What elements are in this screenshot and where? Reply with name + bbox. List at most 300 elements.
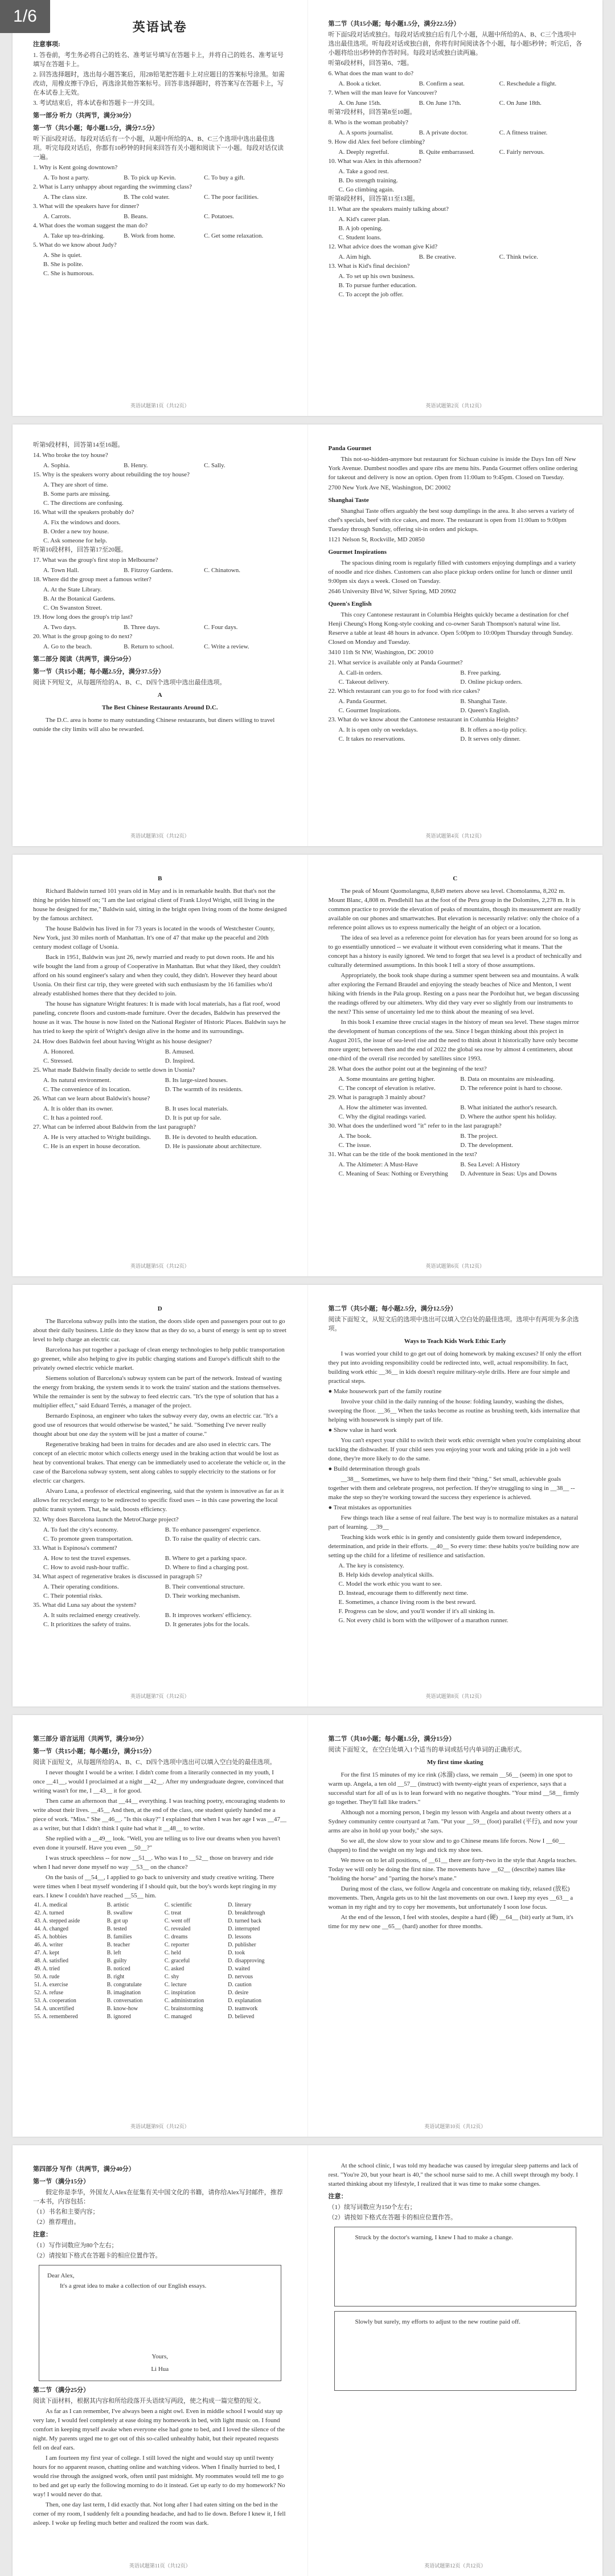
cloze-row [33, 1989, 287, 1997]
answer-option: A. It suits reclaimed energy creatively. [43, 1612, 140, 1619]
answer-option: B. Some parts are missing. [43, 491, 110, 497]
answer-option: C. To accept the job offer. [338, 291, 404, 298]
answer-option: A. Panda Gourmet. [338, 698, 387, 705]
cloze-option: 53. A. cooperation [34, 1998, 76, 2004]
cloze-option: D. teamwork [228, 2006, 258, 2012]
cloze-row [33, 2005, 287, 2013]
question-text: （1）书名和主要内容； [33, 2208, 99, 2215]
paragraph: The peak of Mount Quomolangma, 8,849 meters above sea level. Chomolanma, 8,202 m. Mount Blanc, 4,808 m. Pendlehill has at the foot of the Peru group in the Dolomites, 2,278 m. It is common practice to provide the elevation of peaks of mountains, though its measurement are readily available on our phones and smartwatches. But elevation is necessarily relative: only the choice of a reference point allows us to express numerically the height of an object or a location. [328, 888, 581, 931]
paragraph: Appropriately, the book took shape during a summer spent between sea and mountains. A walk after exploring the Fernand Braudel and enjoying the steady beaches of Nice and Menton, I went hiking with friends in the Pala group. Resting on a pass near the Pordoihut hut, we began discussing the readings offered by our altimeters. Why did they vary ever so slightly from our instruments to the next? This sense of uncertainty led me to think about the meaning of sea level. [328, 972, 579, 1015]
question-text: 28. What does the author point out at the beginning of the text? [328, 1065, 487, 1072]
answer-options [33, 173, 287, 182]
question-text: 8. Who is the woman probably? [328, 119, 408, 126]
question-text: 3. 考试结束后，将本试卷和答题卡一并交回。 [33, 100, 158, 107]
question-text: 阅读下面材料，根据其内容和所给段落开头语续写两段，使之构成一篇完整的短文。 [33, 2398, 265, 2404]
cloze-option: 48. A. satisfied [34, 1958, 68, 1964]
section-heading: Panda Gourmet [328, 445, 371, 452]
answer-option: F. Progress can be slow, and you'll wonder if it's all sinking in. [338, 1608, 495, 1615]
paragraph: Bernardo Espinosa, an engineer who takes the subway every day, owns an electric car. "It's a good use of resources that would otherwise be wasted," he said. "Something I've never really thought about but one day the system will be just a matter of course." [33, 1412, 278, 1438]
answer-option: C. The directions are confusing. [43, 500, 124, 507]
cloze-option: B. swallow [106, 1910, 133, 1916]
question-text: 阅读下列短文，从每题所给的A、B、C、D四个选项中选出最佳选项。 [33, 679, 226, 686]
answer-option: C. Potatoes. [204, 213, 234, 220]
question-text: 3410 11th St NW, Washington, DC 20010 [328, 649, 433, 656]
answer-options [329, 272, 583, 299]
paragraph: The house Baldwin has lived in for 73 years is located in the woods of Westchester County, New York, just 30 miles north of Manhattan. It's one of 47 that make up the peaceful and 20th century modest collage of Usonia. [33, 925, 275, 950]
question-text: （1）续写词数应为150个左右； [328, 2204, 416, 2211]
question-text: 29. What is paragraph 3 mainly about? [328, 1094, 426, 1101]
answer-option: A. Aim high. [338, 254, 371, 260]
question-text: ● Show value in hard work [328, 1427, 397, 1434]
cloze-option: B. know-how [106, 2006, 138, 2012]
letter-salutation: Dear Alex, [47, 2272, 75, 2279]
answer-options [329, 1075, 583, 1093]
answer-option: B. Data on mountains are misleading. [460, 1076, 555, 1083]
question-text: 听第7段材料，回答第8至10题。 [328, 109, 416, 116]
page-indicator: 1/6 [0, 0, 50, 33]
paragraph: The Barcelona subway pulls into the station, the doors slide open and passengers pour out to go about their daily business. Little do they know that as they do so, a burst of energy is sent up to street level to help charge an electric car. [33, 1318, 286, 1343]
answer-option: A. How the altimeter was invented. [338, 1104, 428, 1111]
answer-option: B. Amused. [165, 1048, 195, 1055]
paragraph: The spacious dining room is regularly filled with customers enjoying dumplings and a variety of noodle and rice dishes. Customers can also place pickup orders online for lunch or dinner until 9:00pm six days a week. Closed on Tuesday. [328, 560, 576, 585]
answer-option: C. He is an expert in house decoration. [43, 1143, 141, 1150]
page-footer: 英语试题第3页（共12页） [130, 833, 190, 839]
question-text: 2646 University Blvd W, Silver Spring, MD 20902 [328, 588, 457, 595]
paragraph: Shanghai Taste offers arguably the best soup dumplings in the area. It also serves a variety of chef's specials, beef with rice cakes, and more. The restaurant is open from 11:00am to 9:00pm Tuesday through Sunday, offering sit-in orders and pickups. [328, 508, 574, 533]
answer-option: A. Fix the windows and doors. [43, 519, 121, 526]
answer-option: A. Sophia. [43, 462, 70, 469]
section-heading: Gourmet Inspirations [328, 549, 387, 556]
cloze-option: B. teacher [106, 1942, 130, 1948]
answer-option: A. Book a ticket. [338, 80, 382, 87]
answer-option: C. Stressed. [43, 1058, 73, 1064]
answer-options [329, 697, 583, 715]
page-column [13, 0, 308, 416]
answer-options [33, 480, 287, 508]
answer-option: B. It uses local materials. [165, 1105, 228, 1112]
answer-option: B. What initiated the author's research. [460, 1104, 557, 1111]
cloze-option: C. lecture [164, 1982, 187, 1988]
question-text: 4. What does the woman suggest the man do? [33, 222, 148, 229]
answer-option: D. It generates jobs for the locals. [165, 1621, 250, 1628]
cloze-option: D. believed [228, 2014, 255, 2020]
cloze-option: D. publisher [228, 1942, 256, 1948]
letter-closing: Yours, [151, 2353, 169, 2360]
answer-option: C. The concept of elevation is relative. [338, 1085, 436, 1092]
cloze-row [33, 1901, 287, 1909]
answer-option: D. It serves only dinner. [460, 736, 520, 742]
section-heading: 第二节（共5小题；每小题2.5分，满分12.5分） [328, 1305, 457, 1312]
answer-option: C. Reschedule a flight. [499, 80, 557, 87]
cloze-row [33, 1957, 287, 1965]
passage-title: Ways to Teach Kids Work Ethic Early [404, 1338, 506, 1345]
cloze-option: D. desire [228, 1990, 249, 1996]
answer-option: C. Sally. [204, 462, 226, 469]
answer-option: B. It improves workers' efficiency. [165, 1612, 252, 1619]
answer-option: B. Fitzroy Gardens. [124, 567, 173, 574]
question-text: （2）推荐理由。 [33, 2219, 80, 2226]
question-text: 18. Where did the group meet a famous writer? [33, 576, 151, 583]
cloze-option: D. took [228, 1950, 245, 1956]
cloze-option: D. explanation [228, 1998, 261, 2004]
answer-options [33, 1582, 287, 1601]
answer-option: C. She is humorous. [43, 270, 94, 277]
answer-option: B. Work from home. [124, 232, 175, 239]
paragraph: This not-so-hidden-anymore but restaurant for Sichuan cuisine is inside the Days Inn off New York Avenue. Dumbest noodles and spare ribs are menu hits. Panda Gourmet offers online ordering for takeout and delivery is now an option. Open from 11:00am to 9:45pm. Closed on Tuesday. [328, 456, 578, 481]
answer-option: C. Why the digital readings varied. [338, 1113, 427, 1120]
answer-option: C. The convenience of its location. [43, 1086, 131, 1093]
answer-option: C. Meaning of Seas: Nothing or Everything [338, 1170, 448, 1177]
passage-title: The Best Chinese Restaurants Around D.C. [101, 704, 218, 711]
answer-option: D. To raise the quality of electric cars. [165, 1536, 261, 1542]
answer-options [33, 231, 287, 240]
question-text: 11. What are the speakers mainly talking about? [328, 206, 449, 213]
paragraph: Involve your child in the daily running of the house: folding laundry, washing the dishes, sweeping the floor. __36__ When the tasks become as routine as brushing teeth, kids internalize that helping with housework is simply part of life. [328, 1398, 580, 1423]
answer-options [33, 461, 287, 470]
page-footer: 英语试题第4页（共12页） [425, 833, 485, 839]
answer-option: A. He is very attached to Wright buildings. [43, 1134, 151, 1141]
answer-options [33, 1104, 287, 1122]
cloze-option: B. artistic [106, 1902, 129, 1908]
question-text: 21. What service is available only at Panda Gourmet? [328, 659, 463, 666]
question-text: ● Treat mistakes as opportunities [328, 1504, 412, 1511]
passage-title: D [157, 1305, 162, 1312]
cloze-option: C. went off [164, 1918, 190, 1924]
answer-option: C. It prioritizes the safety of trains. [43, 1621, 131, 1628]
cloze-row [33, 1973, 287, 1981]
section-heading: 第一节（满分15分） [33, 2178, 89, 2185]
answer-option: B. Three days. [124, 624, 161, 631]
cloze-option: 47. A. kept [34, 1950, 59, 1956]
question-text: （1）写作词数应为80个左右； [33, 2242, 118, 2249]
question-text: 9. How did Alex feel before climbing? [328, 138, 425, 145]
answer-option: B. Where to get a parking space. [165, 1555, 247, 1562]
page-footer: 英语试题第2页（共12页） [425, 403, 485, 409]
answer-option: C. Student loans. [338, 234, 382, 241]
answer-options [33, 1133, 287, 1151]
question-text: 14. Who broke the toy house? [33, 452, 108, 459]
answer-option: B. Henry. [124, 462, 148, 469]
cloze-option: D. breakthrough [228, 1910, 265, 1916]
answer-option: C. Gourmet Inspirations. [338, 707, 401, 714]
page-column [13, 2145, 308, 2576]
paragraph: So we all, the slow slow to your slow and to go Chinese means life forces. Now I __60__ (happen) to find the weight on my legs and tick my shoe tees. [328, 1838, 565, 1854]
answer-option: C. Their potential risks. [43, 1593, 102, 1599]
cloze-option: C. administration [164, 1998, 204, 2004]
answer-option: G. Not every child is born with the willpower of a marathon runner. [338, 1617, 509, 1624]
cloze-option: B. right [106, 1974, 125, 1980]
cloze-option: 41. A. medical [34, 1902, 68, 1908]
answer-option: C. Four days. [204, 624, 238, 631]
cloze-option: D. nervous [228, 1974, 253, 1980]
cloze-option: C. brainstorming [164, 2006, 203, 2012]
answer-option: D. It is put up for sale. [165, 1115, 222, 1121]
answer-option: B. On June 17th. [419, 100, 461, 107]
answer-options [329, 148, 583, 157]
cloze-option: D. interrupted [228, 1926, 260, 1932]
paragraph: I was worried your child to go get out of doing homework by making excuses? If only the effort they put into avoiding responsibility could be redirected into, well, actual responsibility. In fact, building work ethic __36__ in kids doesn't require military-style drills. Here are four simple and practical steps. [328, 1350, 582, 1385]
answer-option: C. A fitness trainer. [499, 129, 548, 136]
answer-option: D. He is passionate about architecture. [165, 1143, 262, 1150]
exam-sheet [13, 855, 602, 1276]
page-column [13, 1285, 308, 1707]
paragraph: Teaching kids work ethic is in gently and consistently guide them toward independence, determination, and pride in their efforts. __40__ So every time: these habits you're building now are setting up the child for a lifetime of resilience and satisfaction. [328, 1534, 579, 1559]
answer-option: A. Some mountains are getting higher. [338, 1076, 436, 1083]
cloze-option: B. imagination [106, 1990, 141, 1996]
question-text: 听第8段材料，回答第11至13题。 [328, 195, 419, 202]
answer-option: A. The class size. [43, 194, 88, 201]
continuation-prompt: Struck by the doctor's warning, I knew I had to make a change. [355, 2234, 514, 2241]
passage-title: A [157, 692, 162, 699]
page-footer: 英语试题第7页（共12页） [130, 1693, 190, 1699]
section-heading: 第二部分 阅读（共两节，满分50分） [33, 656, 135, 663]
cloze-option: C. shy [164, 1974, 179, 1980]
question-text: 26. What can we learn about Baldwin's house? [33, 1095, 150, 1102]
paragraph: Siemens solution of Barcelona's subway system can be part of the network. Instead of wasting the energy from braking, the system sends it to work the trains' station and the stations themselves. While the remainder is sent by the subway to feed electric cars. "It's the type of solution that has a multiplier effect," said Eduard Terrés, a manager of the project. [33, 1375, 282, 1409]
answer-option: D. Online pickup orders. [460, 679, 523, 685]
cloze-option: 45. A. hobbies [34, 1934, 67, 1940]
cloze-option: B. families [106, 1934, 132, 1940]
answer-option: B. Confirm a seat. [419, 80, 465, 87]
cloze-row [33, 1909, 287, 1917]
answer-option: C. Model the work ethic you want to see. [338, 1581, 442, 1587]
answer-options [329, 668, 583, 687]
answer-option: B. She is polite. [43, 261, 83, 268]
answer-option: C. Get some relaxation. [204, 232, 264, 239]
exam-sheet [13, 1285, 602, 1707]
answer-options [329, 128, 583, 137]
question-text: 10. What was Alex in this afternoon? [328, 158, 421, 165]
question-text: 34. What aspect of regenerative brakes is discussed in paragraph 5? [33, 1573, 202, 1580]
question-text: 35. What did Luna say about the system? [33, 1602, 137, 1609]
paragraph: At the end of the lesson, I feel with stooles, despite a hard (硬) __64__ (bit) early at 9am, it's time for my new one __65__ (hard) another for three months. [328, 1914, 573, 1930]
answer-option: C. To buy a gift. [204, 174, 245, 181]
section-heading: 第二节（共15小题；每小题1.5分，满分22.5分） [328, 21, 460, 27]
answer-option: C. It takes no reservations. [338, 736, 405, 742]
section-heading: 第二节（满分25分） [33, 2387, 89, 2394]
answer-options [33, 1076, 287, 1094]
answer-option: C. Takeout delivery. [338, 679, 390, 685]
answer-option: B. Do strength training. [338, 177, 398, 184]
paragraph: Although not a morning person, I begin my lesson with Angela and about twenty others at a Sydney community centre courtyard at 7am. "Put your __59__ (foot) parallel (平行), and now your arms are also in hold up your body," she says. [328, 1809, 578, 1834]
answer-option: D. Their working mechanism. [165, 1593, 240, 1599]
question-text: 5. What do we know about Judy? [33, 242, 117, 248]
section-heading: 第四部分 写作（共两节，满分40分） [33, 2166, 135, 2173]
page-footer: 英语试题第9页（共12页） [130, 2124, 190, 2129]
cloze-row [33, 2013, 287, 2021]
cloze-row [33, 1917, 287, 1925]
answer-option: A. Its natural environment. [43, 1077, 111, 1084]
letter-answer-box [39, 2265, 281, 2381]
question-text: 2. 回答选择题时，选出每小题答案后，用2B铅笔把答题卡上对应题目的答案标号涂黑。如需改动，用橡皮擦干净后，再选涂其他答案标号。回答非选择题时，将答案写在答题卡上，写在本试卷上无效。 [33, 71, 285, 96]
answer-options [329, 1561, 583, 1625]
cloze-option: B. congratulate [106, 1982, 142, 1988]
page-column [308, 855, 603, 1276]
answer-option: A. How to test the travel expenses. [43, 1555, 131, 1562]
answer-options [33, 566, 287, 575]
cloze-option: C. graceful [164, 1958, 190, 1964]
question-text: 22. Which restaurant can you go to for food with rice cakes? [328, 688, 480, 695]
paragraph: Then, one day last term, I did exactly that. Not long after I had eaten sitting on the bed in the corner of my room, I suddenly felt a pounding headache, and had to lie down. Before I knew it, I fell asleep. I woke up feeling much better and realized the room was dark. [33, 2501, 286, 2526]
answer-option: D. Adventure in Seas: Ups and Downs [460, 1170, 557, 1177]
answer-option: B. The cold water. [124, 194, 170, 201]
cloze-row [33, 1933, 287, 1941]
cloze-option: 52. A. refuse [34, 1990, 64, 1996]
page-footer: 英语试题第11页（共12页） [129, 2563, 191, 2569]
answer-option: A. She is quiet. [43, 252, 82, 259]
answer-option: C. The poor facilities. [204, 194, 259, 201]
answer-option: A. Take up tea-drinking. [43, 232, 105, 239]
question-text: 19. How long does the group's trip last? [33, 614, 133, 620]
question-text: 听第10段材料，回答第17至20题。 [33, 546, 127, 553]
question-text: 15. Why is the speakers worry about rebuilding the toy house? [33, 471, 190, 478]
question-text: 1121 Nelson St, Rockville, MD 20850 [328, 536, 425, 543]
answer-option: B. Their conventional structure. [165, 1583, 245, 1590]
letter-line: It's a great idea to make a collection of our English essays. [60, 2283, 207, 2289]
answer-option: A. The key is consistency. [338, 1562, 404, 1569]
answer-option: B. A job opening. [338, 225, 383, 232]
answer-options [329, 252, 583, 262]
answer-options [329, 99, 583, 108]
answer-option: E. Sometimes, a chance living room is the best reward. [338, 1599, 477, 1606]
answer-option: B. Its large-sized houses. [165, 1077, 228, 1084]
answer-option: B. Return to school. [124, 643, 174, 650]
cloze-row [33, 1925, 287, 1933]
answer-option: C. Chinatown. [204, 567, 240, 574]
question-text: 17. What was the group's first stop in Melbourne? [33, 557, 158, 564]
section-heading: 注意： [328, 2193, 347, 2200]
answer-option: B. Help kids develop analytical skills. [338, 1571, 434, 1578]
page-footer: 英语试题第8页（共12页） [425, 1693, 485, 1699]
paragraph: __38__ Sometimes, we have to help them find their "thing." Set small, achievable goals together with them and celebrate progress, not perfection. If they're struggling to sing in __38__ -- make the step so they're working toward the success they experience is achieved. [328, 1476, 575, 1501]
page-column [308, 1285, 603, 1707]
question-text: ● Build determination through goals [328, 1465, 420, 1472]
answer-options [33, 642, 287, 651]
question-text: 听下面5段对话。每段对话后有一个小题，从题中所给的A、B、C三个选项中选出最佳选项。听完每段对话后，你都有10秒钟的时间来回答有关小题和阅读下一小题。每段对话仅读一遍。 [33, 136, 284, 161]
question-text: 25. What made Baldwin finally decide to settle down in Usonia? [33, 1067, 195, 1073]
exam-title: 英语试卷 [132, 20, 187, 34]
section-heading: 第二节（共10小题；每小题1.5分，满分15分） [328, 1736, 456, 1742]
cloze-option: 49. A. tried [34, 1966, 60, 1972]
question-text: 6. What does the man want to do? [328, 70, 413, 77]
answer-option: A. They are short of time. [43, 481, 108, 488]
cloze-option: C. asked [164, 1966, 184, 1972]
continuation-box-1 [334, 2227, 577, 2306]
answer-option: A. The Altimeter: A Must-Have [338, 1161, 418, 1168]
cloze-option: 43. A. stepped aside [34, 1918, 80, 1924]
answer-option: C. Think twice. [499, 254, 538, 260]
paragraph: I was struck speechless -- for now __51__. Who was I to __52__ those on bravery and ride when I had never done myself no way __53__ on the chance? [33, 1855, 273, 1871]
answer-options [33, 1554, 287, 1572]
answer-option: A. Go to the beach. [43, 643, 92, 650]
answer-option: B. The project. [460, 1133, 498, 1140]
question-text: 23. What do we know about the Cantonese restaurant in Columbia Heights? [328, 716, 519, 723]
answer-option: A. Two days. [43, 624, 77, 631]
page-footer: 英语试题第10页（共12页） [424, 2124, 486, 2129]
cloze-option: D. turned back [228, 1918, 262, 1924]
section-heading: 第一节（共5小题；每小题1.5分，满分7.5分） [33, 125, 158, 132]
page-footer: 英语试题第12页（共12页） [424, 2563, 486, 2569]
answer-option: A. The book. [338, 1133, 372, 1140]
answer-option: A. Honored. [43, 1048, 75, 1055]
section-heading: 第一节（共15小题；每小题1分，满分15分） [33, 1748, 155, 1755]
writing-area [47, 2292, 273, 2349]
answer-option: C. Go climbing again. [338, 186, 394, 193]
question-text: 30. What does the underlined word "it" refer to in the last paragraph? [328, 1122, 502, 1129]
question-text: 24. How does Baldwin feel about having Wright as his house designer? [33, 1038, 212, 1045]
answer-options [33, 1525, 287, 1544]
question-text: 阅读下面短文，从短文后的选项中选出可以填入空白处的最佳选项。选项中有两项为多余选项。 [328, 1316, 579, 1332]
answer-option: D. The warmth of its residents. [165, 1086, 243, 1093]
answer-option: D. The development. [460, 1142, 513, 1149]
question-text: 7. When will the man leave for Vancouver? [328, 89, 437, 96]
cloze-option: 50. A. rude [34, 1974, 60, 1980]
answer-option: C. Ask someone for help. [43, 537, 107, 544]
passage-title: C [453, 875, 458, 882]
answer-option: C. Write a review. [204, 643, 249, 650]
question-text: 听第6段材料，回答第6、7题。 [328, 60, 413, 67]
cloze-row [33, 1981, 287, 1989]
question-text: 阅读下面短文，从每题所给的A、B、C、D四个选项中选出可以填入空白处的最佳选项。 [33, 1759, 276, 1766]
answer-option: B. Beans. [124, 213, 148, 220]
paragraph: Few things teach like a sense of real failure. The best way is to normalize mistakes as a natural part of learning. __39__ [328, 1514, 579, 1530]
question-text: 阅读下面短文，在空白处填入1个适当的单词或括号内单词的正确形式。 [328, 1746, 526, 1753]
cloze-row [33, 1997, 287, 2005]
paragraph: At the school clinic, I was told my headache was caused by irregular sleep patterns and lack of rest. "You're 20, but your heart is 40," the school nurse said to me. A chill swept through my body. I started thinking about my lifestyle, I realized that it was time to make some changes. [328, 2162, 579, 2187]
question-text: 20. What is the group going to do next? [33, 633, 133, 640]
section-heading: 注意事项: [33, 41, 60, 48]
answer-option: C. It has a pointed roof. [43, 1115, 103, 1121]
answer-options [329, 1103, 583, 1121]
writing-area [343, 2243, 568, 2300]
answer-option: C. On Swanston Street. [43, 605, 102, 611]
answer-options [33, 251, 287, 278]
paragraph: During most of the class, we follow Angela and concentrate on making tidy, relaxed (放松) movements. Then, Angela gets us to hit the last movements on our own. I keep my eyes __63__ a woman in my right and try to copy her movements, but unfortunately I soon lose focus. [328, 1885, 573, 1910]
question-text: 1. 答卷前，考生务必将自己的姓名、准考证号填写在答题卡上，并将自己的姓名、准考证号填写在答题卡上。 [33, 52, 284, 68]
passage-title: My first time skating [427, 1759, 483, 1766]
question-text: 12. What advice does the woman give Kid? [328, 243, 438, 250]
question-text: ● Make housework part of the family routine [328, 1388, 442, 1395]
continuation-box-2 [334, 2311, 577, 2391]
paragraph: In this book I examine three crucial stages in the history of mean sea level. These stages mirror the development of human conceptions of the sea. Since I began thinking about this project in August 2015, the issue of sea-level rise and the need to think about it historically have only become more urgent; between then and the end of 2022 the global sea rose by almost 4 centimeters, about one-third of the overall rise recorded by satellites since 1993. [328, 1019, 579, 1062]
answer-option: A. At the State Library. [43, 586, 102, 593]
question-text: 27. What can be inferred about Baldwin from the last paragraph? [33, 1124, 196, 1130]
page-column [13, 1715, 308, 2137]
paragraph: Then came an afternoon that __44__ everything. I was teaching poetry, encouraging students to write about their lives. __45__ And then, at the end of the class, one student quietly handed me a piece of work. "Miss." She __46__. "Is this okay?" I explained that when I was her age I was __47__ as a writer, but that I didn't think I quite had what it __48__ to write. [33, 1798, 287, 1832]
cloze-option: C. dreams [164, 1934, 188, 1940]
page-footer: 英语试题第1页（共12页） [130, 403, 190, 409]
cloze-option: C. scientific [164, 1902, 192, 1908]
answer-options [329, 79, 583, 88]
paragraph: As far as I can remember, I've always been a night owl. Even in middle school I would stay up very late, I would feel completely at ease doing my homework in bed, with light music on. I found comfort in keeping myself awake when everyone else had gone to bed, and I loved the silence of the night. My parents urged me to get out of this so-called unhealthy habit, but their repeated requests fell on deaf ears. [33, 2408, 285, 2451]
answer-option: B. Shanghai Taste. [460, 698, 507, 705]
cloze-option: B. left [106, 1950, 121, 1956]
question-text: 13. What is Kid's final decision? [328, 263, 410, 270]
cloze-option: B. noticed [106, 1966, 130, 1972]
answer-option: B. To enhance passengers' experience. [165, 1526, 261, 1533]
cloze-option: C. reporter [164, 1942, 190, 1948]
paragraph: On the basis of __54__, I applied to go back to university and study creative writing. There were times when I beat myself wondering if I should quit, but the boy's words kept ringing in my ears. I knew I couldn't have reached __55__ him. [33, 1874, 277, 1899]
answer-option: B. It offers a no-tip policy. [460, 726, 527, 733]
paragraph: The idea of sea level as a reference point for elevation has for years been around for so long as to go essentially unnoticed -- we evaluate it without even considering what it means. That the concept has a history is easily ignored. We tend to forget that sea level is a product of technically and culturally determined assumptions. In this book I tell a story of those assumptions. [328, 934, 582, 969]
page-column [13, 855, 308, 1276]
question-text: （2）请按如下格式在答题卡的相应位置作答。 [328, 2214, 457, 2221]
paragraph: Alvaro Luna, a professor of electrical engineering, said that the system is innovative as far as it allows for recycled energy to be redirected to specific fixed uses -- in this case powering the local public transit system. That, he said, boosts efficiency. [33, 1488, 284, 1513]
passage-title: B [158, 875, 162, 882]
answer-option: A. Carrots. [43, 213, 71, 220]
answer-option: D. The reference point is hard to choose. [460, 1085, 563, 1092]
paragraph: The D.C. area is home to many outstanding Chinese restaurants, but diners willing to travel outside the city limits will also be rewarded. [33, 717, 275, 733]
